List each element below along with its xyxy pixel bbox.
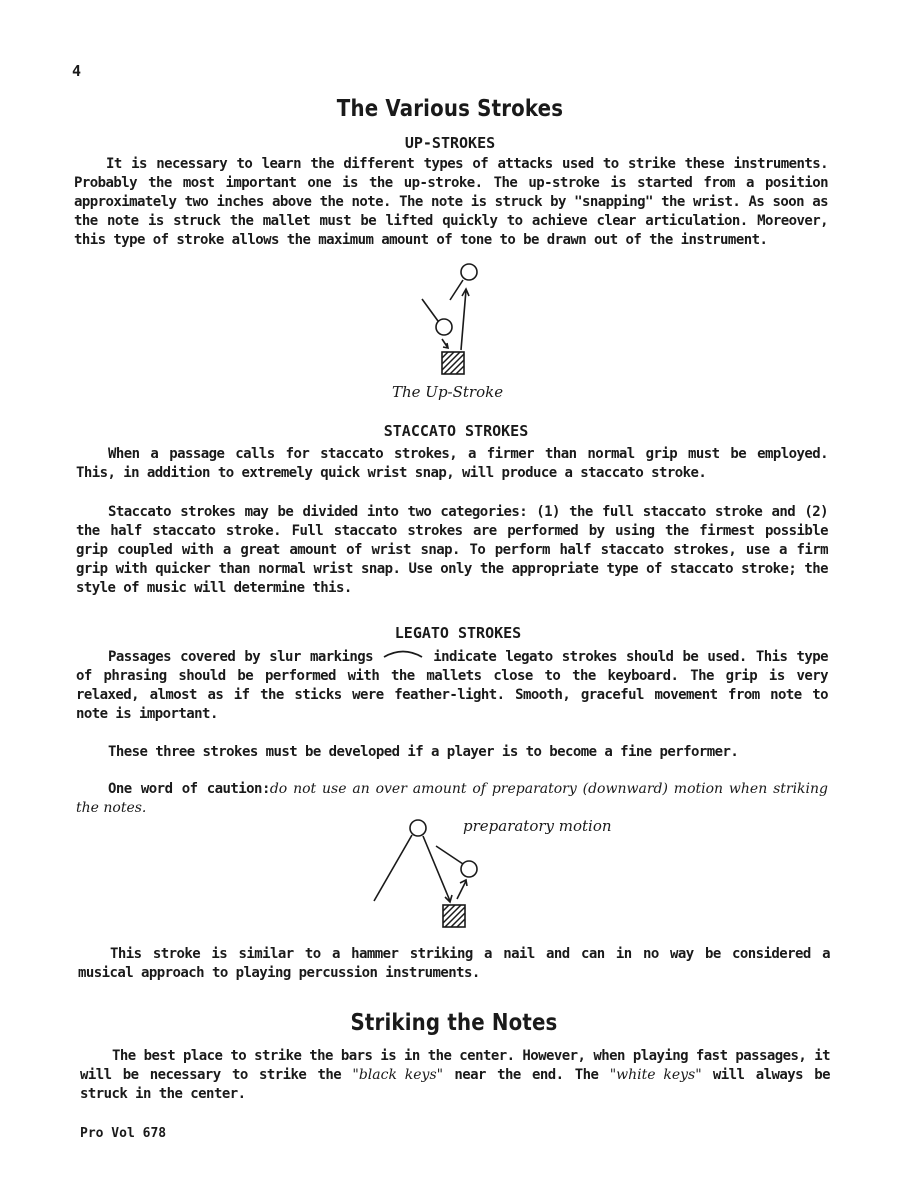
up-stroke-diagram xyxy=(410,258,500,383)
mallet-head-strike xyxy=(436,319,452,335)
page-number: 4 xyxy=(72,62,82,80)
caution-italic: do not use an over amount of preparatory (downward) motion when striking the notes. xyxy=(76,781,828,816)
footer-catalog: Pro Vol 678 xyxy=(80,1126,167,1141)
note-bar xyxy=(442,352,464,374)
mallet-shaft-low xyxy=(436,846,463,864)
paragraph-staccato-2 xyxy=(76,503,828,598)
mallet-head-low xyxy=(461,861,477,877)
mallet-shaft-strike xyxy=(422,299,438,321)
heading-legato-strokes: LEGATO STROKES xyxy=(394,624,522,642)
mallet-shaft-high xyxy=(374,835,412,901)
heading-staccato-strokes: STACCATO STROKES xyxy=(383,422,529,440)
legato-text-after: indicate legato strokes should be used. This type of phrasing should be performed with the mallets close to the keyboard. The grip is very relaxed, almost as if the sticks were feather-light. Smooth, graceful movement from note to note is important. xyxy=(76,649,828,722)
staccato-text-1: When a passage calls for staccato strokes, a firmer than normal grip must be employed. This, in addition to extremely quick wrist snap, will produce a staccato stroke. xyxy=(76,446,828,481)
striking-text-1: The best place to strike the bars is in the center. However, when playing fast passages, it will be necessary to strike the xyxy=(80,1048,830,1083)
caption-up-stroke: The Up-Stroke xyxy=(392,383,504,401)
title-various-strokes: The Various Strokes xyxy=(336,96,564,122)
paragraph-three-strokes xyxy=(76,743,828,762)
up-strokes-text: It is necessary to learn the different types of attacks used to strike these instruments. Probably the most important one is the up-stroke. The up-stroke is started from a position approximately two inches above the note. The note is struck by "snapping" the wrist. As soon as the note is struck the mallet must be lifted quickly to achieve clear articulation. Moreover, this type of stroke allows the maximum amount of tone to be drawn out of the instrument. xyxy=(74,156,828,248)
up-arrow-line xyxy=(461,290,466,350)
striking-text-3: will always be struck in the center. xyxy=(80,1067,830,1102)
up-arrow-short xyxy=(457,881,466,899)
staccato-text-2: Staccato strokes may be divided into two categories: (1) the full staccato stroke and (2) the half staccato stroke. Full staccato strokes are performed by using the firmest possible grip coupled with a great amount of wrist snap. To perform half staccato strokes, use a firm grip with quicker than normal wrist snap. Use only the appropriate type of staccato stroke; the style of music will determine this. xyxy=(76,504,828,596)
three-strokes-text: These three strokes must be developed if a player is to become a fine performer. xyxy=(108,744,739,760)
caution-lead: One word of caution: xyxy=(108,781,270,797)
white-keys-text: "white keys" xyxy=(609,1067,702,1083)
paragraph-caution xyxy=(76,780,828,818)
slur-marking-icon xyxy=(382,648,424,658)
title-striking-notes: Striking the Notes xyxy=(350,1010,558,1036)
mallet-head-top xyxy=(461,264,477,280)
mallet-shaft-top xyxy=(450,280,463,300)
caption-preparatory-motion: preparatory motion xyxy=(463,817,612,835)
paragraph-up-strokes xyxy=(74,155,828,250)
black-keys-text: "black keys" xyxy=(352,1067,444,1083)
paragraph-hammer xyxy=(78,945,830,983)
heading-up-strokes: UP-STROKES xyxy=(404,134,496,152)
hammer-text: This stroke is similar to a hammer striking a nail and can in no way be considered a musical approach to playing percussion instruments. xyxy=(78,946,830,981)
note-bar-2 xyxy=(443,905,465,927)
striking-text-2: near the end. The xyxy=(454,1067,599,1083)
paragraph-striking-notes xyxy=(80,1047,830,1104)
paragraph-legato xyxy=(76,648,828,724)
legato-text-before: Passages covered by slur markings xyxy=(108,649,373,665)
paragraph-staccato-1 xyxy=(76,445,828,483)
mallet-head-high xyxy=(410,820,426,836)
